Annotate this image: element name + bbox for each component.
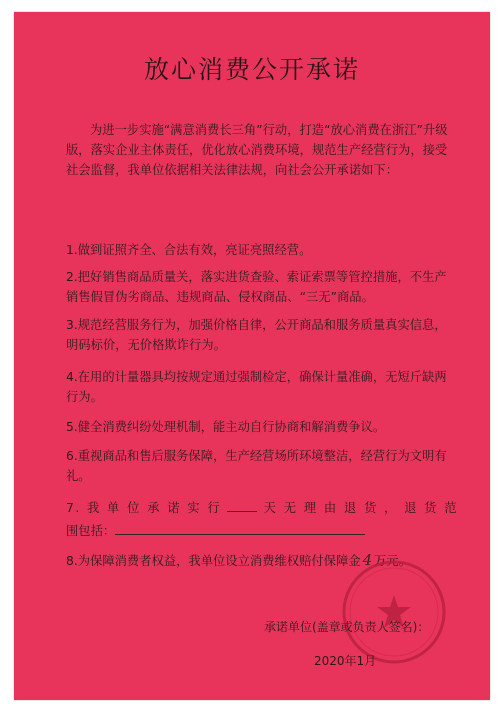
return-days-blank xyxy=(227,497,257,512)
signature-label: 承诺单位(盖章或负责人签名)： xyxy=(264,620,430,634)
company-seal-stamp xyxy=(339,557,449,667)
item-8-lead: 8.为保障消费者权益，我单位设立消费维权赔付保障金 xyxy=(66,554,361,568)
guarantee-amount: 4 xyxy=(362,551,373,569)
document-title: 放心消费公开承诺 xyxy=(143,55,360,84)
commitment-item-6: 6.重视商品和售后服务保障，生产经营场所环境整洁，经营行为文明有礼。 xyxy=(66,449,447,483)
commitment-item-4: 4.在用的计量器具均按规定通过强制检定，确保计量准确，无短斤缺两行为。 xyxy=(66,370,447,404)
commitment-item-3: 3.规范经营服务行为，加强价格自律，公开商品和服务质量真实信息，明码标价，无价格欺诈行为。 xyxy=(66,318,447,352)
item-7-line2: 围包括： xyxy=(66,524,116,538)
item-7-tail: 天无理由退货，退货范 xyxy=(257,501,458,515)
item-7-lead: 7.我单位承诺实行 xyxy=(66,501,228,515)
commitment-item-2: 2.把好销售商品质量关，落实进货查验、索证索票等管控措施，不生产销售假冒伪劣商品、违规商品、侵权商品、“三无”商品。 xyxy=(66,270,447,304)
commitment-item-7 xyxy=(66,497,458,541)
commitment-item-5: 5.健全消费纠纷处理机制，能主动自行协商和解消费争议。 xyxy=(66,420,386,434)
item-8-tail: 万元。 xyxy=(374,554,412,568)
return-scope-blank xyxy=(115,520,365,535)
intro-paragraph: 为进一步实施“满意消费长三角”行动，打造“放心消费在浙江”升级版，落实企业主体责任，优化放心消费环境，规范生产经营行为，接受社会监督，我单位依据相关法律法规，向社会公开承诺如下： xyxy=(66,123,448,177)
commitment-item-1: 1.做到证照齐全、合法有效，亮证亮照经营。 xyxy=(66,243,312,257)
commitment-document xyxy=(14,12,490,700)
signature-date: 2020年1月 xyxy=(314,654,377,668)
